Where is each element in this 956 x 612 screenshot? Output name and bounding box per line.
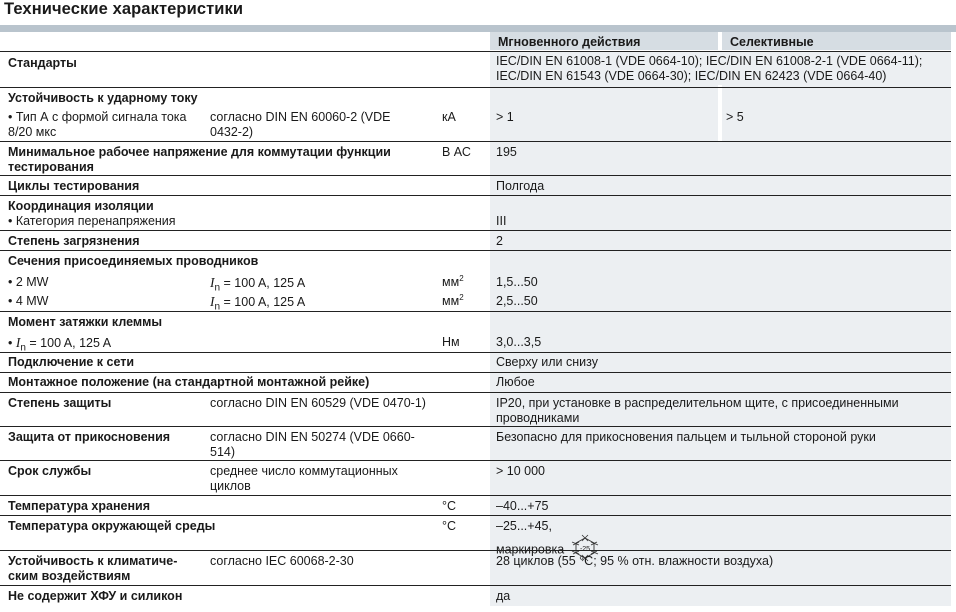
icon-label: -25 — [579, 546, 590, 553]
row-label: Минимальное рабочее напряжение для коммутации функции тестирования — [8, 145, 391, 174]
row-unit: $мм^2$ — [442, 273, 464, 289]
row-value-selective: > 5 — [726, 110, 744, 124]
row-value-line2: маркировка -25 — [496, 534, 600, 566]
row-value: IP20, при установке в распределительном щите, с присоединенными проводниками — [496, 396, 899, 425]
row-value: IEC/DIN EN 61008-1 (VDE 0664-10); IEC/DIN EN 61008-2-1 (VDE 0664-11); IEC/DIN EN 61543 (VDE 0664-30); IEC/DIN EN 62423 (VDE 0664-40) — [496, 54, 923, 83]
row-unit: °C — [442, 499, 457, 513]
row-label: Момент затяжки клеммы — [8, 315, 163, 329]
row-reference: согласно IEC 60068-2-30 — [210, 554, 354, 568]
table-row-standards — [0, 51, 951, 89]
row-unit: °C — [442, 519, 457, 533]
table-row-climate — [0, 550, 951, 586]
table-row-connection — [0, 352, 951, 373]
table-row-service-life — [0, 460, 951, 496]
row-label: Не содержит ХФУ и силикон — [8, 589, 183, 603]
row-label: Стандарты — [8, 56, 77, 70]
row-label: Подключение к сети — [8, 355, 135, 369]
table-row-protection — [0, 392, 951, 427]
row-reference: согласно DIN EN 60529 (VDE 0470-1) — [210, 396, 426, 410]
row-label: Сечения присоединяемых проводников — [8, 254, 259, 268]
table-row-conductors — [0, 250, 951, 312]
row-unit: Нм — [442, 335, 460, 349]
row-label: Устойчивость к климатиче-ским воздействиям — [8, 554, 178, 583]
row-reference: $I_n = 100$ A, 125 A — [210, 294, 306, 313]
row-value: Сверху или снизу — [496, 355, 598, 369]
row-unit: кА — [442, 110, 456, 124]
table-row-test-cycles — [0, 175, 951, 196]
row-value-line1: –25...+45, — [496, 519, 552, 533]
row-sub-label: • $I_n = 100$ A, 125 A — [8, 335, 112, 354]
row-value: Любое — [496, 375, 535, 389]
table-row-no-cfc-silicone — [0, 585, 951, 606]
current-symbol: $I_n$ — [210, 275, 221, 294]
row-value: 1,5...50 — [496, 275, 538, 289]
row-reference: среднее число коммутационных циклов — [210, 464, 398, 493]
row-label: Защита от прикосновения — [8, 430, 171, 444]
row-value: Полгода — [496, 179, 545, 193]
row-sub-label: • Тип А с формой сигнала тока 8/20 мкс — [8, 110, 187, 139]
table-row-torque — [0, 311, 951, 353]
row-label: Температура хранения — [8, 499, 150, 513]
row-value: III — [496, 214, 507, 228]
row-label: Срок службы — [8, 464, 92, 478]
section-title: Технические характеристики — [4, 0, 244, 18]
column-header-instant: Мгновенного действия — [490, 32, 718, 50]
row-reference: согласно DIN EN 60060-2 (VDE 0432-2) — [210, 110, 391, 139]
row-sub-label: • Категория перенапряжения — [8, 214, 176, 228]
row-unit: $мм^2$ — [442, 292, 464, 308]
row-value: –40...+75 — [496, 499, 549, 513]
row-value: да — [496, 589, 511, 603]
row-value: 28 циклов (55 °C; 95 % отн. влажности воздуха) — [496, 554, 774, 568]
table-row-mounting — [0, 372, 951, 393]
current-symbol: $I_n$ — [210, 294, 221, 313]
row-reference: $I_n = 100$ A, 125 A — [210, 275, 306, 294]
table-row-pollution — [0, 230, 951, 251]
table-row-storage-temperature — [0, 495, 951, 516]
row-value: 3,0...3,5 — [496, 335, 542, 349]
row-unit: В АС — [442, 145, 471, 159]
table-row-min-voltage — [0, 141, 951, 176]
table-row-touch — [0, 426, 951, 461]
row-sub-label: • 4 MW — [8, 294, 49, 308]
row-value-instant: > 1 — [496, 110, 514, 124]
row-value: > 10 000 — [496, 464, 546, 478]
table-row-surge — [0, 87, 951, 141]
row-label: Устойчивость к ударному току — [8, 91, 198, 105]
row-value: 2 — [496, 234, 503, 248]
table-row-insulation — [0, 195, 951, 231]
row-sub-label: • 2 MW — [8, 275, 49, 289]
row-label: Степень защиты — [8, 396, 112, 410]
row-value: Безопасно для прикосновения пальцем и тыльной стороной руки — [496, 430, 876, 444]
row-label: Циклы тестирования — [8, 179, 140, 193]
table-row-ambient-temperature — [0, 515, 951, 557]
row-label: Температура окружающей среды — [8, 519, 216, 533]
row-reference: согласно DIN EN 50274 (VDE 0660-514) — [210, 430, 415, 459]
current-symbol: $I_n$ — [15, 335, 26, 354]
row-label: Степень загрязнения — [8, 234, 140, 248]
header-bar — [0, 25, 956, 32]
row-label: Монтажное положение (на стандартной монтажной рейке) — [8, 375, 370, 389]
row-value: 2,5...50 — [496, 294, 538, 308]
row-label: Координация изоляции — [8, 199, 154, 213]
row-value: 195 — [496, 145, 517, 159]
column-header-selective: Селективные — [722, 32, 951, 50]
